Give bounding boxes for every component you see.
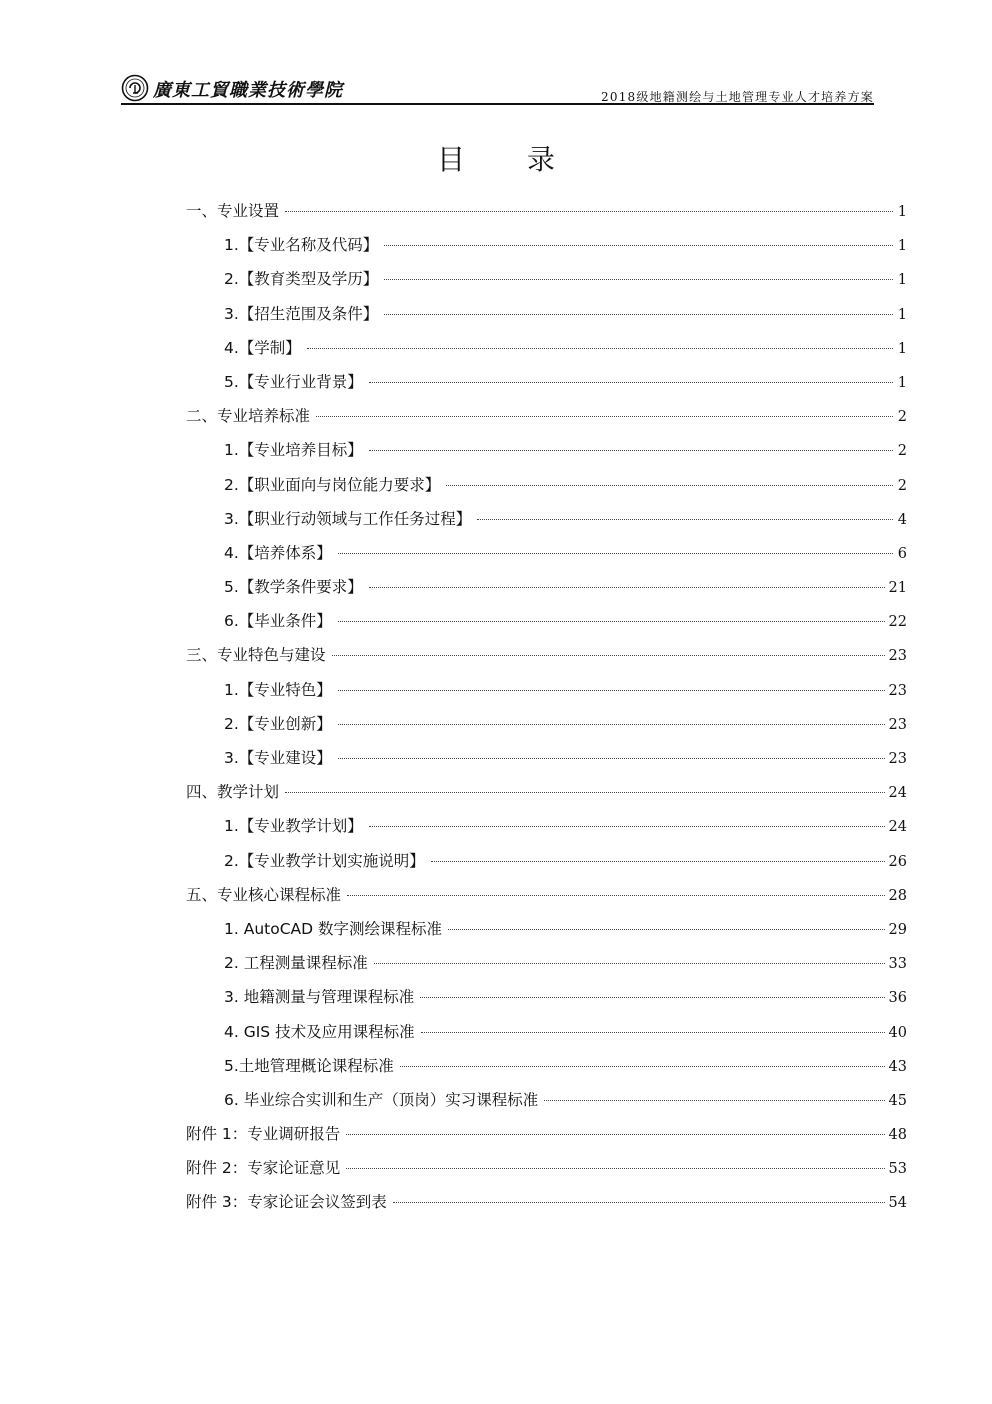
toc-page-number: 54	[888, 1195, 907, 1212]
toc-section-entry[interactable]	[186, 882, 907, 916]
toc-subsection-entry[interactable]	[186, 813, 907, 847]
toc-page-number: 53	[888, 1161, 907, 1178]
toc-dot-leader	[346, 1134, 884, 1135]
toc-page-number: 1	[897, 238, 907, 255]
toc-entry-label: 附件 2：专家论证意见	[186, 1159, 341, 1178]
toc-entry-label: 2.【职业面向与岗位能力要求】	[224, 475, 441, 494]
toc-dot-leader	[307, 348, 893, 349]
toc-subsection-entry[interactable]	[186, 266, 907, 300]
toc-entry-label: 6.【毕业条件】	[224, 612, 332, 631]
toc-dot-leader	[544, 1100, 884, 1101]
toc-entry-label: 3. 地籍测量与管理课程标准	[224, 988, 415, 1007]
toc-page-number: 36	[888, 990, 907, 1007]
toc-subsection-entry[interactable]	[186, 1019, 907, 1053]
page-title-char-2: 录	[527, 143, 556, 176]
toc-entry-label: 1.【专业教学计划】	[224, 817, 363, 836]
toc-dot-leader	[446, 485, 893, 486]
toc-entry-label: 2.【专业创新】	[224, 714, 332, 733]
toc-dot-leader	[285, 211, 893, 212]
toc-dot-leader	[384, 314, 893, 315]
toc-subsection-entry[interactable]	[186, 677, 907, 711]
toc-dot-leader	[374, 963, 885, 964]
toc-subsection-entry[interactable]	[186, 950, 907, 984]
header-divider	[121, 103, 874, 105]
toc-entry-label: 四、教学计划	[186, 783, 280, 802]
toc-dot-leader	[431, 861, 885, 862]
toc-page-number: 1	[897, 340, 907, 357]
toc-dot-leader	[338, 553, 893, 554]
toc-entry-label: 3.【专业建设】	[224, 749, 332, 767]
toc-page-number: 6	[897, 545, 907, 562]
toc-entry-label: 3.【招生范围及条件】	[224, 304, 379, 323]
college-seal-icon	[121, 74, 149, 102]
toc-entry-label: 二、专业培养标准	[186, 407, 311, 426]
toc-subsection-entry[interactable]	[186, 1053, 907, 1087]
toc-subsection-entry[interactable]	[186, 506, 907, 540]
toc-dot-leader	[369, 382, 893, 383]
toc-entry-label: 6. 毕业综合实训和生产（顶岗）实习课程标准	[224, 1090, 539, 1109]
toc-subsection-entry[interactable]	[186, 437, 907, 471]
toc-page-number: 23	[888, 648, 907, 665]
toc-section-entry[interactable]	[186, 642, 907, 676]
toc-page-number: 24	[888, 785, 907, 802]
toc-page-number: 1	[897, 374, 907, 391]
toc-dot-leader	[338, 758, 885, 759]
toc-entry-label: 4.【培养体系】	[224, 543, 332, 562]
toc-subsection-entry[interactable]	[186, 472, 907, 506]
toc-dot-leader	[448, 929, 885, 930]
toc-page-number: 24	[888, 819, 907, 836]
toc-dot-leader	[369, 450, 893, 451]
toc-page-number: 29	[888, 921, 907, 938]
toc-dot-leader	[332, 655, 885, 656]
toc-page-number: 22	[888, 614, 907, 631]
toc-page-number: 23	[888, 682, 907, 699]
toc-page-number: 45	[888, 1092, 907, 1109]
toc-dot-leader	[346, 1168, 884, 1169]
toc-section-entry[interactable]	[186, 1189, 907, 1223]
toc-entry-label: 附件 1：专业调研报告	[186, 1125, 341, 1144]
toc-entry-label: 2. 工程测量课程标准	[224, 954, 368, 973]
toc-subsection-entry[interactable]	[186, 301, 907, 335]
toc-dot-leader	[285, 792, 885, 793]
toc-entry-label: 5.【专业行业背景】	[224, 372, 363, 391]
toc-entry-label: 4. GIS 技术及应用课程标准	[224, 1022, 415, 1041]
toc-entry-label: 4.【学制】	[224, 338, 301, 357]
toc-page-number: 40	[888, 1024, 907, 1041]
toc-entry-label: 5.土地管理概论课程标准	[224, 1056, 394, 1075]
toc-dot-leader	[420, 997, 884, 998]
toc-page-number: 1	[897, 306, 907, 323]
document-title: 2018级地籍测绘与土地管理专业人才培养方案	[601, 90, 874, 104]
toc-dot-leader	[477, 519, 893, 520]
toc-dot-leader	[400, 1066, 885, 1067]
toc-section-entry[interactable]	[186, 1121, 907, 1155]
toc-subsection-entry[interactable]	[186, 335, 907, 369]
toc-dot-leader	[421, 1032, 885, 1033]
toc-entry-label: 3.【职业行动领域与工作任务过程】	[224, 509, 472, 528]
toc-dot-leader	[393, 1202, 885, 1203]
toc-page-number: 2	[897, 443, 907, 460]
toc-entry-label: 1.【专业培养目标】	[224, 441, 363, 460]
toc-page-number: 4	[897, 511, 907, 528]
toc-page-number: 23	[888, 716, 907, 733]
toc-entry-label: 5.【教学条件要求】	[224, 578, 363, 597]
toc-subsection-entry[interactable]	[186, 540, 907, 574]
toc-section-entry[interactable]	[186, 198, 907, 232]
toc-subsection-entry[interactable]	[186, 608, 907, 642]
page-title	[0, 138, 992, 178]
toc-page-number: 28	[888, 887, 907, 904]
toc-page-number: 43	[888, 1058, 907, 1075]
toc-subsection-entry[interactable]	[186, 711, 907, 745]
toc-page-number: 33	[888, 956, 907, 973]
toc-section-entry[interactable]	[186, 1155, 907, 1189]
toc-page-number: 48	[888, 1127, 907, 1144]
toc-entry-label: 2.【专业教学计划实施说明】	[224, 851, 425, 870]
toc-section-entry[interactable]	[186, 403, 907, 437]
toc-subsection-entry[interactable]	[186, 232, 907, 266]
page-title-char-1: 目	[436, 143, 465, 176]
toc-subsection-entry[interactable]	[186, 369, 907, 403]
toc-subsection-entry[interactable]	[186, 916, 907, 950]
toc-page-number: 26	[888, 853, 907, 870]
toc-subsection-entry[interactable]	[186, 574, 907, 608]
toc-dot-leader	[384, 279, 893, 280]
toc-entry-label: 一、专业设置	[186, 202, 280, 220]
toc-entry-label: 1.【专业特色】	[224, 680, 332, 699]
toc-dot-leader	[369, 826, 885, 827]
toc-page-number: 1	[897, 204, 907, 220]
table-of-contents	[186, 198, 907, 1224]
page-header	[121, 70, 874, 106]
toc-page-number: 2	[897, 409, 907, 426]
toc-dot-leader	[338, 690, 885, 691]
toc-dot-leader	[338, 724, 885, 725]
toc-page-number: 21	[888, 580, 907, 597]
toc-dot-leader	[316, 416, 893, 417]
toc-entry-label: 2.【教育类型及学历】	[224, 270, 379, 289]
institution-name: 廣東工貿職業技術學院	[153, 80, 343, 101]
toc-page-number: 23	[888, 751, 907, 767]
toc-dot-leader	[369, 587, 885, 588]
toc-dot-leader	[347, 895, 885, 896]
toc-entry-label: 附件 3：专家论证会议签到表	[186, 1193, 387, 1212]
toc-dot-leader	[384, 245, 893, 246]
toc-subsection-entry[interactable]	[186, 745, 907, 779]
toc-page-number: 2	[897, 477, 907, 494]
toc-dot-leader	[338, 621, 885, 622]
toc-section-entry[interactable]	[186, 779, 907, 813]
toc-entry-label: 五、专业核心课程标准	[186, 885, 342, 904]
toc-subsection-entry[interactable]	[186, 848, 907, 882]
toc-entry-label: 1. AutoCAD 数字测绘课程标准	[224, 919, 442, 938]
toc-subsection-entry[interactable]	[186, 984, 907, 1018]
toc-subsection-entry[interactable]	[186, 1087, 907, 1121]
toc-entry-label: 三、专业特色与建设	[186, 646, 326, 665]
toc-page-number: 1	[897, 272, 907, 289]
toc-entry-label: 1.【专业名称及代码】	[224, 236, 379, 255]
